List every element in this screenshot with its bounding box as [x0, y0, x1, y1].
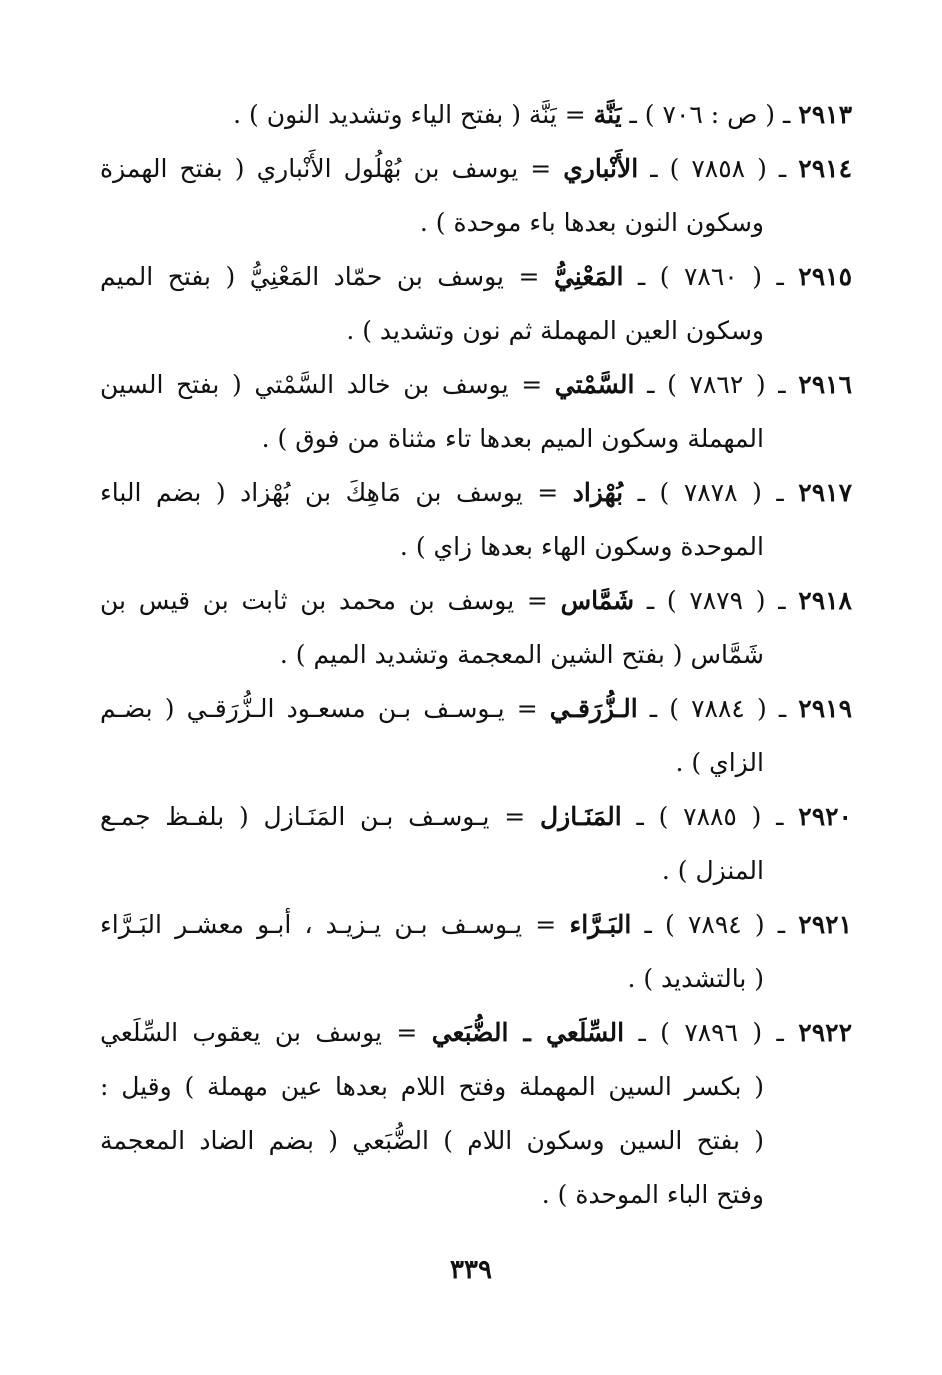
entry-number: ٢٩١٥	[798, 262, 852, 291]
entry-first-line	[100, 466, 852, 520]
entry-number: ٢٩١٩	[798, 694, 852, 723]
entry	[100, 898, 852, 1006]
entry-first-line	[100, 88, 852, 142]
entry-continuation-line: ( بالتشديد ) .	[627, 964, 764, 993]
entry-number: ٢٩١٣	[798, 100, 852, 129]
entry-text: = يوسف بن يعقوب السِّلَعي	[100, 1018, 418, 1047]
entry-first-line	[100, 790, 852, 844]
entry	[100, 682, 852, 790]
entry	[100, 790, 852, 898]
entry-number: ٢٩١٦	[798, 370, 852, 399]
entry-headword: المَعْنِيُّ	[553, 262, 624, 291]
entries-list	[100, 88, 852, 1222]
entry	[100, 1006, 852, 1222]
entry-continuation-line: ( بفتح السين وسكون اللام ) الضُّبَعي ( بضم الضاد المعجمة	[100, 1126, 764, 1155]
entry-number: ٢٩٢٠	[798, 802, 852, 831]
entry-number: ٢٩٢٢	[798, 1018, 852, 1047]
entry-reference: ـ ( ص : ٧٠٦ ) ـ	[629, 100, 791, 129]
entry	[100, 88, 852, 142]
page-number: ٣٣٩	[450, 1255, 492, 1285]
entry-headword: السِّلَعي ـ الضُّبَعي	[431, 1018, 625, 1047]
entry-text: = يوسف بن مَاهِكَ بن بُهْزاد ( بضم الباء	[100, 478, 559, 507]
entry-reference: ـ ( ٧٨٩٦ ) ـ	[638, 1018, 784, 1047]
entry-text: = يوسف بن حمّاد المَعْنِيُّ ( بفتح الميم	[100, 262, 540, 291]
entry	[100, 358, 852, 466]
entry-continuation-line: الزاي ) .	[675, 748, 764, 777]
entry-number: ٢٩١٨	[798, 586, 852, 615]
entry-first-line	[100, 250, 852, 304]
entry-first-line	[100, 142, 852, 196]
entry-first-line	[100, 358, 852, 412]
entry-reference: ـ ( ٧٨٥٨ ) ـ	[650, 154, 787, 183]
entry-continuation-line: ( بكسر السين المهملة وفتح اللام بعدها عين مهملة ) وقيل :	[100, 1072, 764, 1101]
entry	[100, 142, 852, 250]
entry-text: = يـوسـف بـن المَنَـازل ( بلفـظ جمـع	[100, 802, 526, 831]
entry-continuation-line: وفتح الباء الموحدة ) .	[541, 1180, 764, 1209]
entry-headword: المَنَـازل	[539, 802, 622, 831]
entry-reference: ـ ( ٧٨٧٨ ) ـ	[637, 478, 784, 507]
entry-reference: ـ ( ٧٨٦٠ ) ـ	[637, 262, 784, 291]
entry-text: = يوسف بن خالد السَّمْتي ( بفتح السين	[100, 370, 543, 399]
entry-number: ٢٩١٧	[798, 478, 852, 507]
entry-continuation-line: وسكون النون بعدها باء موحدة ) .	[419, 208, 764, 237]
entry-reference: ـ ( ٧٨٩٤ ) ـ	[644, 910, 786, 939]
entry-continuation-line: المنزل ) .	[661, 856, 764, 885]
entry-reference: ـ ( ٧٨٧٩ ) ـ	[646, 586, 786, 615]
entry-headword: الـزُّرَقـي	[549, 694, 638, 723]
entry-text: = يَنَّة ( بفتح الياء وتشديد النون ) .	[233, 100, 586, 129]
entry-continuation-line: الموحدة وسكون الهاء بعدها زاي ) .	[399, 532, 764, 561]
entry-headword: الأَنْباري	[563, 154, 639, 183]
entry-continuation-line: وسكون العين المهملة ثم نون وتشديد ) .	[346, 316, 764, 345]
entry	[100, 574, 852, 682]
entry-first-line	[100, 898, 852, 952]
entry-reference: ـ ( ٧٨٨٤ ) ـ	[649, 694, 787, 723]
entry-text: = يوسف بن بُهْلُول الأَنْباري ( بفتح الهمزة	[100, 154, 552, 183]
entry-number: ٢٩١٤	[798, 154, 852, 183]
entry-reference: ـ ( ٧٨٦٢ ) ـ	[647, 370, 786, 399]
entry-first-line	[100, 682, 852, 736]
entry-headword: السَّمْتي	[554, 370, 635, 399]
entry-text: = يـوسـف بـن مسعـود الـزُّرَقـي ( بضـم	[100, 694, 538, 723]
entry	[100, 250, 852, 358]
entry-first-line	[100, 574, 852, 628]
entry-headword: يَنَّة	[593, 100, 622, 129]
entry-headword: بُهْزاد	[572, 478, 624, 507]
entry-headword: شَمَّاس	[560, 586, 635, 615]
entry-headword: البَـرَّاء	[569, 910, 632, 939]
entry-first-line	[100, 1006, 852, 1060]
entry	[100, 466, 852, 574]
entry-continuation-line: شَمَّاس ( بفتح الشين المعجمة وتشديد الميم ) .	[279, 640, 764, 669]
entry-text: = يـوسـف بـن يـزيـد ، أبـو معشـر البَـرَّاء	[100, 910, 557, 939]
entry-reference: ـ ( ٧٨٨٥ ) ـ	[636, 802, 784, 831]
entry-text: = يوسف بن محمد بن ثابت بن قيس بن	[100, 586, 548, 615]
entry-continuation-line: المهملة وسكون الميم بعدها تاء مثناة من فوق ) .	[261, 424, 764, 453]
entry-number: ٢٩٢١	[798, 910, 852, 939]
